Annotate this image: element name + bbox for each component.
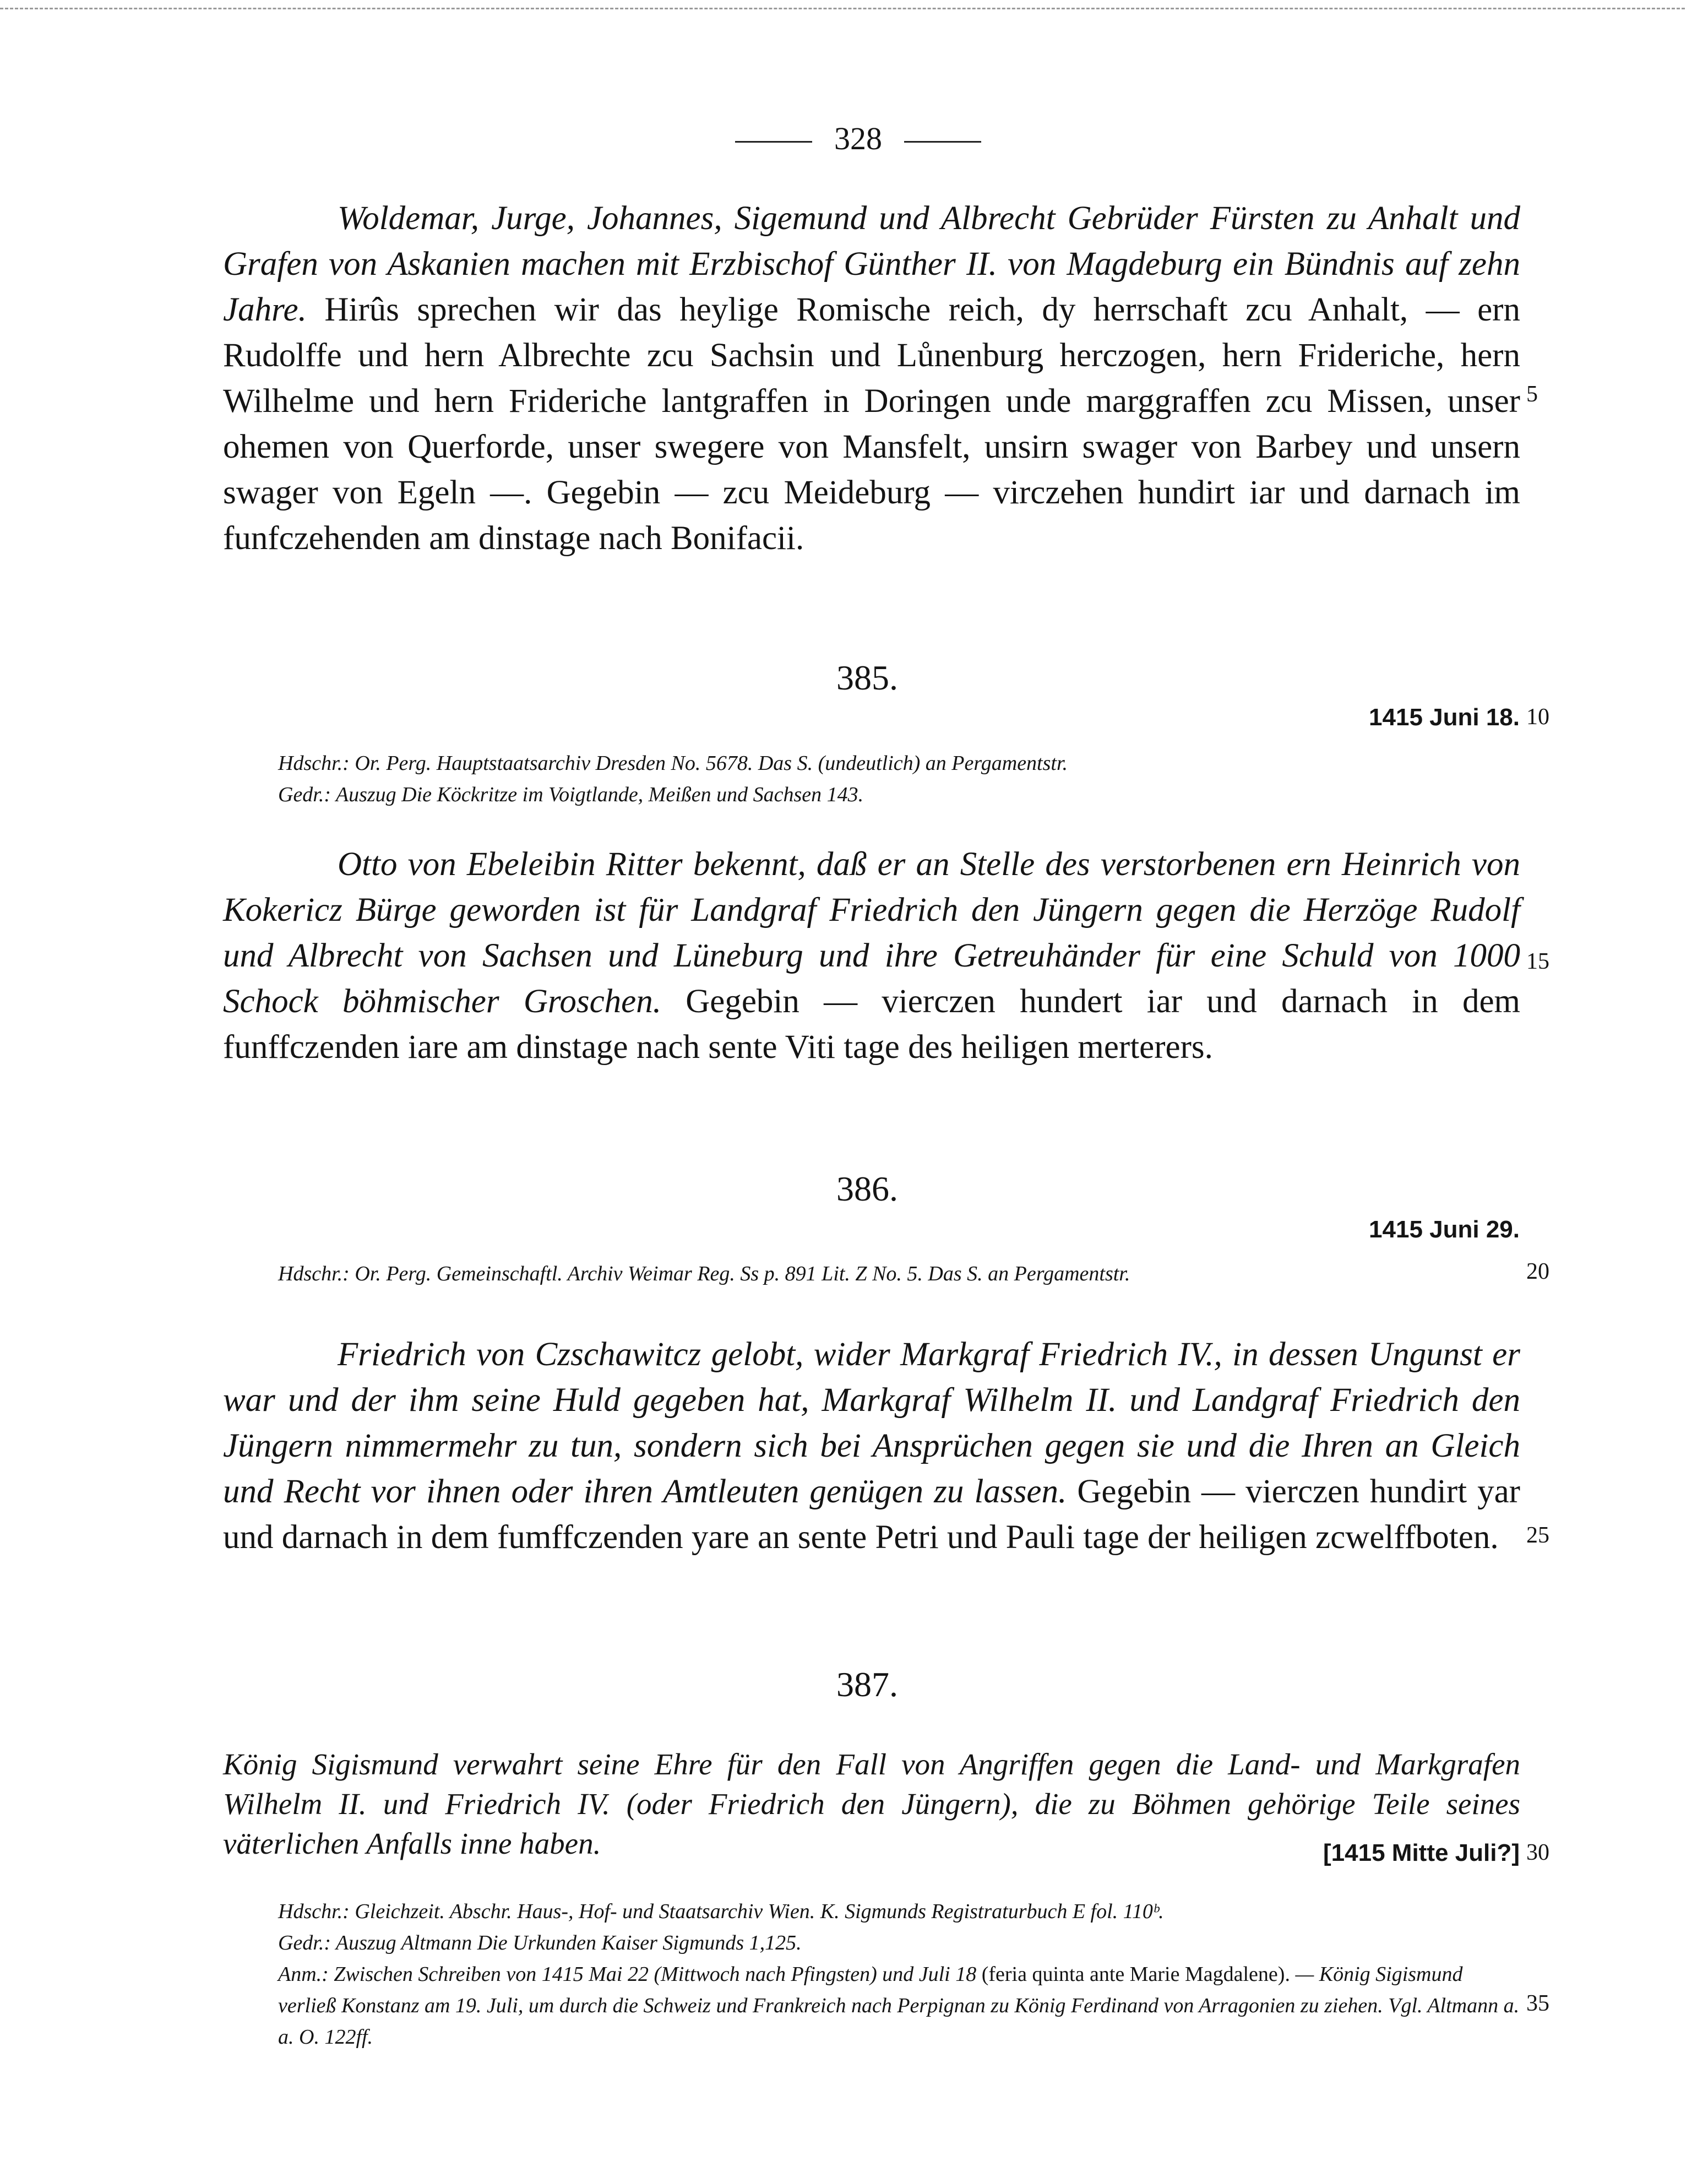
header-dash-right xyxy=(904,141,981,143)
line-number-20: 20 xyxy=(1526,1259,1549,1284)
scan-top-edge xyxy=(0,8,1685,9)
source-notes xyxy=(278,1896,1522,2053)
annotation: Anm.: Zwischen Schreiben von 1415 Mai 22 (Mittwoch nach Pfingsten) und Juli 18 (feria quinta ante Marie Magdalene). — König Sigismund verließ Konstanz am 19. Juli, um durch die Schweiz und Frankreich nach Perpignan zu König Ferdinand von Arragonien zu ziehen. Vgl. Altmann a. a. O. 122ff. xyxy=(278,1963,1520,2049)
source-print: Gedr.: Auszug Die Köckritze im Voigtlande, Meißen und Sachsen 143. xyxy=(278,783,864,806)
line-number-30: 30 xyxy=(1526,1840,1549,1865)
line-number-5: 5 xyxy=(1526,382,1538,407)
document-date: [1415 Mitte Juli?] xyxy=(1323,1839,1520,1866)
document-text: Gegebin — vierczen hundert iar und darnach in dem funffczenden iare am dinstage nach sente Viti tage des heiligen merterers. xyxy=(223,983,1520,1066)
line-number-35: 35 xyxy=(1526,1991,1549,2016)
continued-document xyxy=(223,196,1520,561)
regest-text: König Sigismund verwahrt seine Ehre für den Fall von Angriffen gegen die Land- und Markgrafen Wilhelm II. und Friedrich IV. (oder Friedrich den Jüngern), die zu Böhmen gehörige Teile seines väterlichen Anfalls inne haben. xyxy=(223,1747,1520,1860)
header-dash-left xyxy=(735,141,812,143)
document-text: Gegebin — vierczen hundirt yar und darnach in dem fumffczenden yare an sente Petri und Pauli tage der heiligen zcwelffboten. xyxy=(223,1473,1520,1556)
source-manuscript: Hdschr.: Gleichzeit. Abschr. Haus-, Hof- und Staatsarchiv Wien. K. Sigmunds Registraturbuch E fol. 110ᵇ. xyxy=(278,1900,1164,1923)
page-number: 328 xyxy=(834,121,882,156)
document-number: 387. xyxy=(836,1665,898,1704)
regest-text: Friedrich von Czschawitcz gelobt, wider Markgraf Friedrich IV., in dessen Ungunst er war und der ihm seine Huld gegeben hat, Markgraf Wilhelm II. und Landgraf Friedrich den Jüngern nimmermehr zu tun, sondern sich bei Ansprüchen gegen sie und die Ihren an Gleich und Recht vor ihnen oder ihren Amtleuten genügen zu lassen. xyxy=(223,1336,1520,1510)
document-date: 1415 Juni 18. xyxy=(1369,704,1520,731)
source-notes xyxy=(278,1258,1489,1290)
regest-text: Woldemar, Jurge, Johannes, Sigemund und Albrecht Gebrüder Fürsten zu Anhalt und Grafen von Askanien machen mit Erzbischof Günther II. von Magdeburg ein Bündnis auf zehn Jahre. xyxy=(223,200,1520,328)
document-body xyxy=(223,1332,1520,1560)
document-body xyxy=(223,841,1520,1070)
source-manuscript: Hdschr.: Or. Perg. Hauptstaatsarchiv Dresden No. 5678. Das S. (undeutlich) an Pergamentstr. xyxy=(278,752,1068,775)
source-manuscript: Hdschr.: Or. Perg. Gemeinschaftl. Archiv Weimar Reg. Ss p. 891 Lit. Z No. 5. Das S. an Pergamentstr. xyxy=(278,1262,1130,1285)
source-print: Gedr.: Auszug Altmann Die Urkunden Kaiser Sigmunds 1,125. xyxy=(278,1931,802,1954)
regest-text: Otto von Ebeleibin Ritter bekennt, daß er an Stelle des verstorbenen ern Heinrich von Kokericz Bürge geworden ist für Landgraf Friedrich den Jüngern gegen die Herzöge Rudolf und Albrecht von Sachsen und Lüneburg und ihre Getreuhänder für eine Schuld von 1000 Schock böhmischer Groschen. xyxy=(223,846,1520,1020)
document-number: 386. xyxy=(836,1169,898,1208)
document-number: 385. xyxy=(836,658,898,697)
line-number-10: 10 xyxy=(1526,704,1549,730)
line-number-25: 25 xyxy=(1526,1523,1549,1548)
document-date: 1415 Juni 29. xyxy=(1369,1216,1520,1243)
document-text: Hirûs sprechen wir das heylige Romische reich, dy herrschaft zcu Anhalt, — ern Rudolffe und hern Albrechte zcu Sachsin und Lůnenburg herczogen, hern Frideriche, hern Wilhelme und hern Frideriche lantgraffen in Doringen unde marggraffen zcu Missen, unser ohemen von Querforde, unser swegere von Mansfelt, unsirn swager von Barbey und unsern swager von Egeln —. Gegebin — zcu Meideburg — virczehen hundirt iar und darnach im funfczehenden am dinstage nach Bonifacii. xyxy=(223,291,1520,557)
source-notes xyxy=(278,748,1379,811)
page-header xyxy=(713,120,994,157)
line-number-15: 15 xyxy=(1526,949,1549,974)
